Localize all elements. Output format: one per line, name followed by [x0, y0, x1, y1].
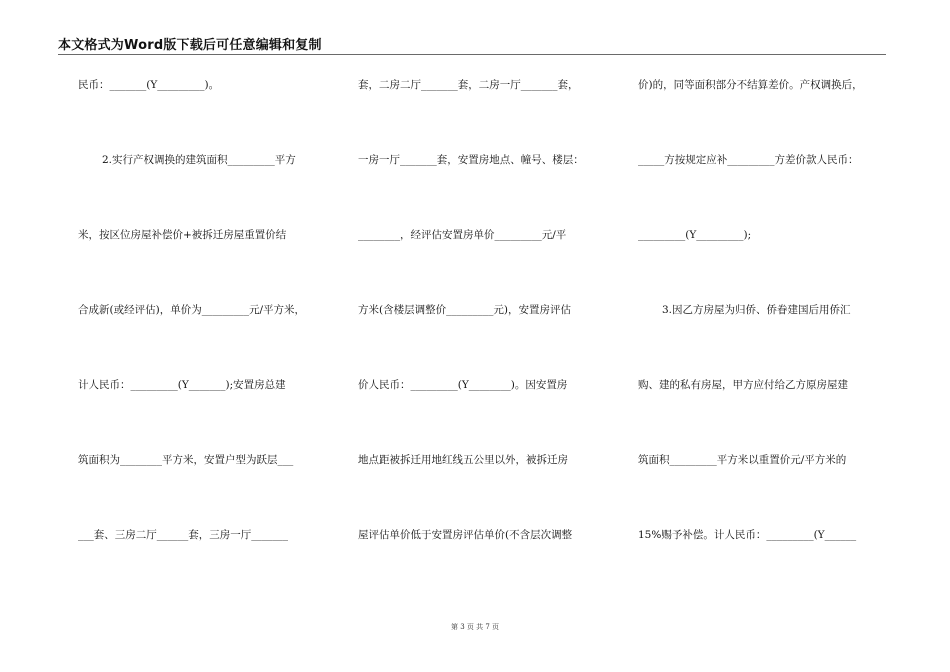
text-line: 购、建的私有房屋，甲方应付给乙方原房屋建 — [638, 379, 848, 391]
page-header — [58, 34, 886, 55]
text-line: 价)的，同等面积部分不结算差价。产权调换后， — [638, 79, 863, 91]
text-line: 筑面积为________平方米，安置户型为跃层___ — [78, 454, 294, 466]
text-line: 合成新(或经评估)，单价为_________元/平方米， — [78, 304, 305, 316]
text-line: 2.实行产权调换的建筑面积_________平方 — [102, 154, 296, 166]
text-line: ___套、三房二厅______套，三房一厅_______ — [78, 529, 288, 541]
text-line: 地点距被拆迁用地红线五公里以外，被拆迁房 — [358, 454, 568, 466]
text-line: ________，经评估安置房单价_________元/平 — [358, 229, 567, 241]
text-line: 3.因乙方房屋为归侨、侨眷建国后用侨汇 — [662, 304, 851, 316]
text-line: 套，二房二厅_______套，二房一厅_______套， — [358, 79, 579, 91]
text-line: 筑面积_________平方米以重置价元/平方米的 — [638, 454, 847, 466]
text-line: _________(Y_________); — [638, 229, 752, 241]
text-line: 价人民币：_________(Y________)。因安置房 — [358, 379, 568, 391]
text-line: 计人民币：_________(Y_______);安置房总建 — [78, 379, 286, 391]
text-line: 一房一厅_______套，安置房地点、幢号、楼层： — [358, 154, 584, 166]
text-line: 民币：_______(Y_________)。 — [78, 79, 220, 91]
text-line: _____方按规定应补_________方差价款人民币： — [638, 154, 859, 166]
page-number: 第 3 页 共 7 页 — [450, 623, 500, 631]
text-line: 屋评估单价低于安置房评估单价(不含层次调整 — [358, 529, 573, 541]
text-line: 15%赐予补偿。计人民币：_________(Y______ — [638, 529, 857, 541]
page-header-title: 本文格式为Word版下载后可任意编辑和复制 — [58, 38, 322, 53]
text-line: 米，按区位房屋补偿价+被拆迁房屋重置价结 — [78, 229, 287, 241]
text-line: 方米(含楼层调整价_________元)，安置房评估 — [358, 304, 571, 316]
